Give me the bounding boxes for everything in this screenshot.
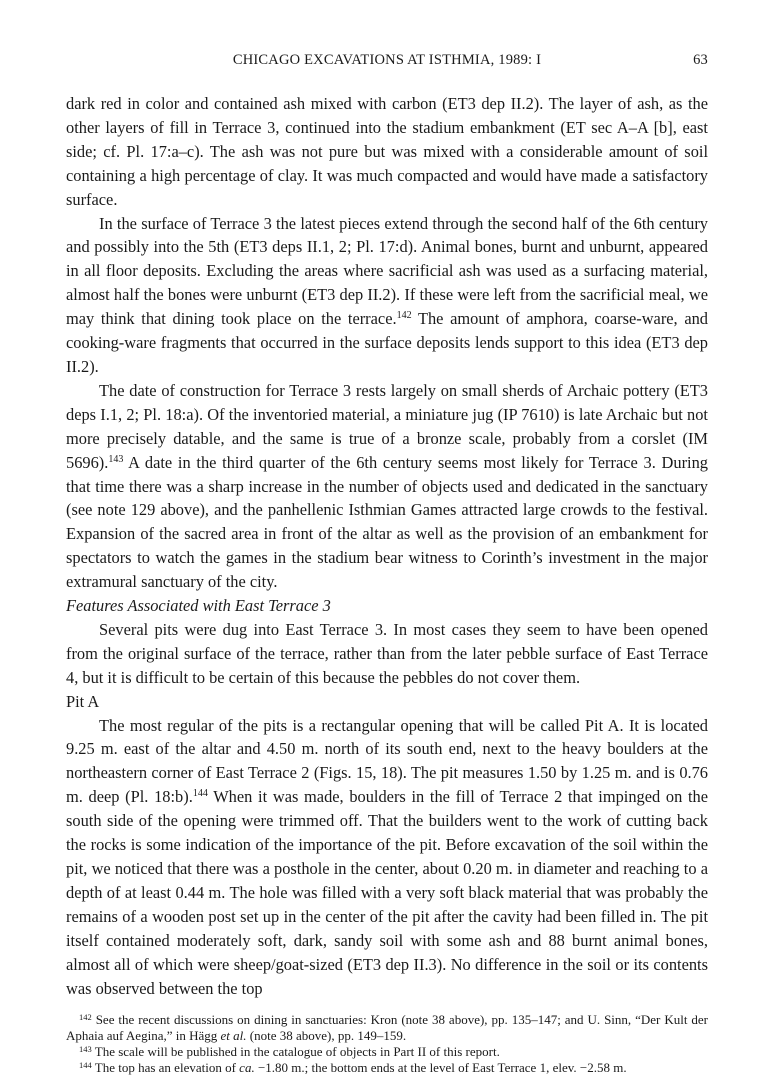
paragraph-3-text-b: A date in the third quarter of the 6th century seems most likely for Terrace 3. During that time there was a sharp increase in the number of objects used and dedicated in the sanctuary (see note 129 above), and the panhellenic Isthmian Games attracted large crowds to the festival. Expansion of the sacred area in front of the altar as well as the provision of an embankment for spectators to watch the games in the stadium bear witness to Corinth’s investment in the major extramural sanctuary of the city. <box>66 452 708 592</box>
footnote-144 <box>66 1060 708 1076</box>
paragraph-4 <box>66 618 708 690</box>
footnote-142-number: 142 <box>79 1012 92 1023</box>
footnote-144-ca: ca. <box>239 1059 255 1075</box>
body-text <box>66 92 708 1000</box>
footnote-144-text-a: The top has an elevation of <box>91 1059 240 1075</box>
running-head <box>66 52 708 72</box>
paragraph-5-text-a: The most regular of the pits is a rectangular opening that will be called Pit A. It is located 9.25 m. east of the altar and 4.50 m. north of its south end, next to the heavy boulders at the northeastern corner of East Terrace 2 (Figs. 15, 18). The pit measures 1.50 by 1.25 m. and is 0.76 m. deep (Pl. 18:b). <box>66 715 708 807</box>
section-heading: Features Associated with East Terrace 3 <box>66 596 331 616</box>
paragraph-2-text-b: The amount of amphora, coarse-ware, and cooking-ware fragments that occurred in the surface deposits lends support to this idea (ET3 dep II.2). <box>66 309 708 376</box>
footnote-ref-144: 144 <box>192 788 208 800</box>
paragraph-3 <box>66 379 708 594</box>
paragraph-5 <box>66 714 708 1001</box>
page-number: 63 <box>693 52 708 68</box>
footnote-142 <box>66 1012 708 1044</box>
footnote-142-et-al: et al. <box>220 1028 247 1044</box>
paragraph-5-text-b: When it was made, boulders in the fill of Terrace 2 that impinged on the south side of the opening were trimmed off. That the builders went to the work of cutting back the rocks is some indication of the importance of the pit. Before excavation of the soil within the pit, we noticed that there was a posthole in the center, about 0.20 m. in diameter and reaching to a depth of at least 0.44 m. The hole was filled with a very soft black material that was probably the remains of a wooden post set up in the center of the pit after the cavity had been filled in. The pit itself contained moderately soft, dark, sandy soil with some ash and 88 burnt animal bones, almost all of which were sheep/goat-sized (ET3 dep II.3). No difference in the soil or its contents was observed between the top <box>66 787 708 998</box>
paragraph-4-text: Several pits were dug into East Terrace 3. In most cases they seem to have been opened from the original surface of the terrace, rather than from the later pebble surface of East Terrace 4, but it is difficult to be certain of this because the pebbles do not cover them. <box>66 619 708 687</box>
footnote-142-text-a: See the recent discussions on dining in sanctuaries: Kron (note 38 above), pp. 135–147; and U. Sinn, “Der Kult der Aphaia auf Aegina,” in Hägg <box>66 1012 708 1044</box>
footnote-142-text-b: (note 38 above), pp. 149–159. <box>246 1028 407 1044</box>
running-title: CHICAGO EXCAVATIONS AT ISTHMIA, 1989: I <box>232 52 542 68</box>
footnote-ref-142: 142 <box>396 310 412 322</box>
subsection-heading: Pit A <box>66 691 100 711</box>
footnote-143-text: The scale will be published in the catalogue of objects in Part II of this report. <box>91 1044 500 1060</box>
footnote-143-number: 143 <box>79 1044 92 1055</box>
paragraph-2-text-a: In the surface of Terrace 3 the latest pieces extend through the second half of the 6th century and possibly into the 5th (ET3 deps II.1, 2; Pl. 17:d). Animal bones, burnt and unburnt, appeared in all floor deposits. Excluding the areas where sacrificial ash was used as a surfacing material, almost half the bones were unburnt (ET3 dep II.2). If these were left from the sacrificial meal, we may think that dining took place on the terrace. <box>66 213 708 329</box>
page <box>66 52 708 1076</box>
paragraph-1 <box>66 92 708 212</box>
paragraph-3-text-a: The date of construction for Terrace 3 rests largely on small sherds of Archaic pottery (ET3 deps I.1, 2; Pl. 18:a). Of the inventoried material, a miniature jug (IP 7610) is late Archaic but not more precisely datable, and the same is true of a bronze scale, probably from a corslet (IM 5696). <box>66 380 708 472</box>
footnote-ref-143: 143 <box>108 453 124 465</box>
paragraph-2 <box>66 212 708 379</box>
footnote-143 <box>66 1044 708 1060</box>
footnotes <box>66 1012 708 1075</box>
paragraph-1-text: dark red in color and contained ash mixed with carbon (ET3 dep II.2). The layer of ash, as the other layers of fill in Terrace 3, continued into the stadium embankment (ET sec A–A [b], east side; cf. Pl. 17:a–c). The ash was not pure but was mixed with a considerable amount of soil containing a high percentage of clay. It was much compacted and would have made a satisfactory surface. <box>66 94 708 209</box>
footnote-144-text-b: −1.80 m.; the bottom ends at the level of East Terrace 1, elev. −2.58 m. <box>254 1059 627 1075</box>
footnote-144-number: 144 <box>79 1059 92 1070</box>
